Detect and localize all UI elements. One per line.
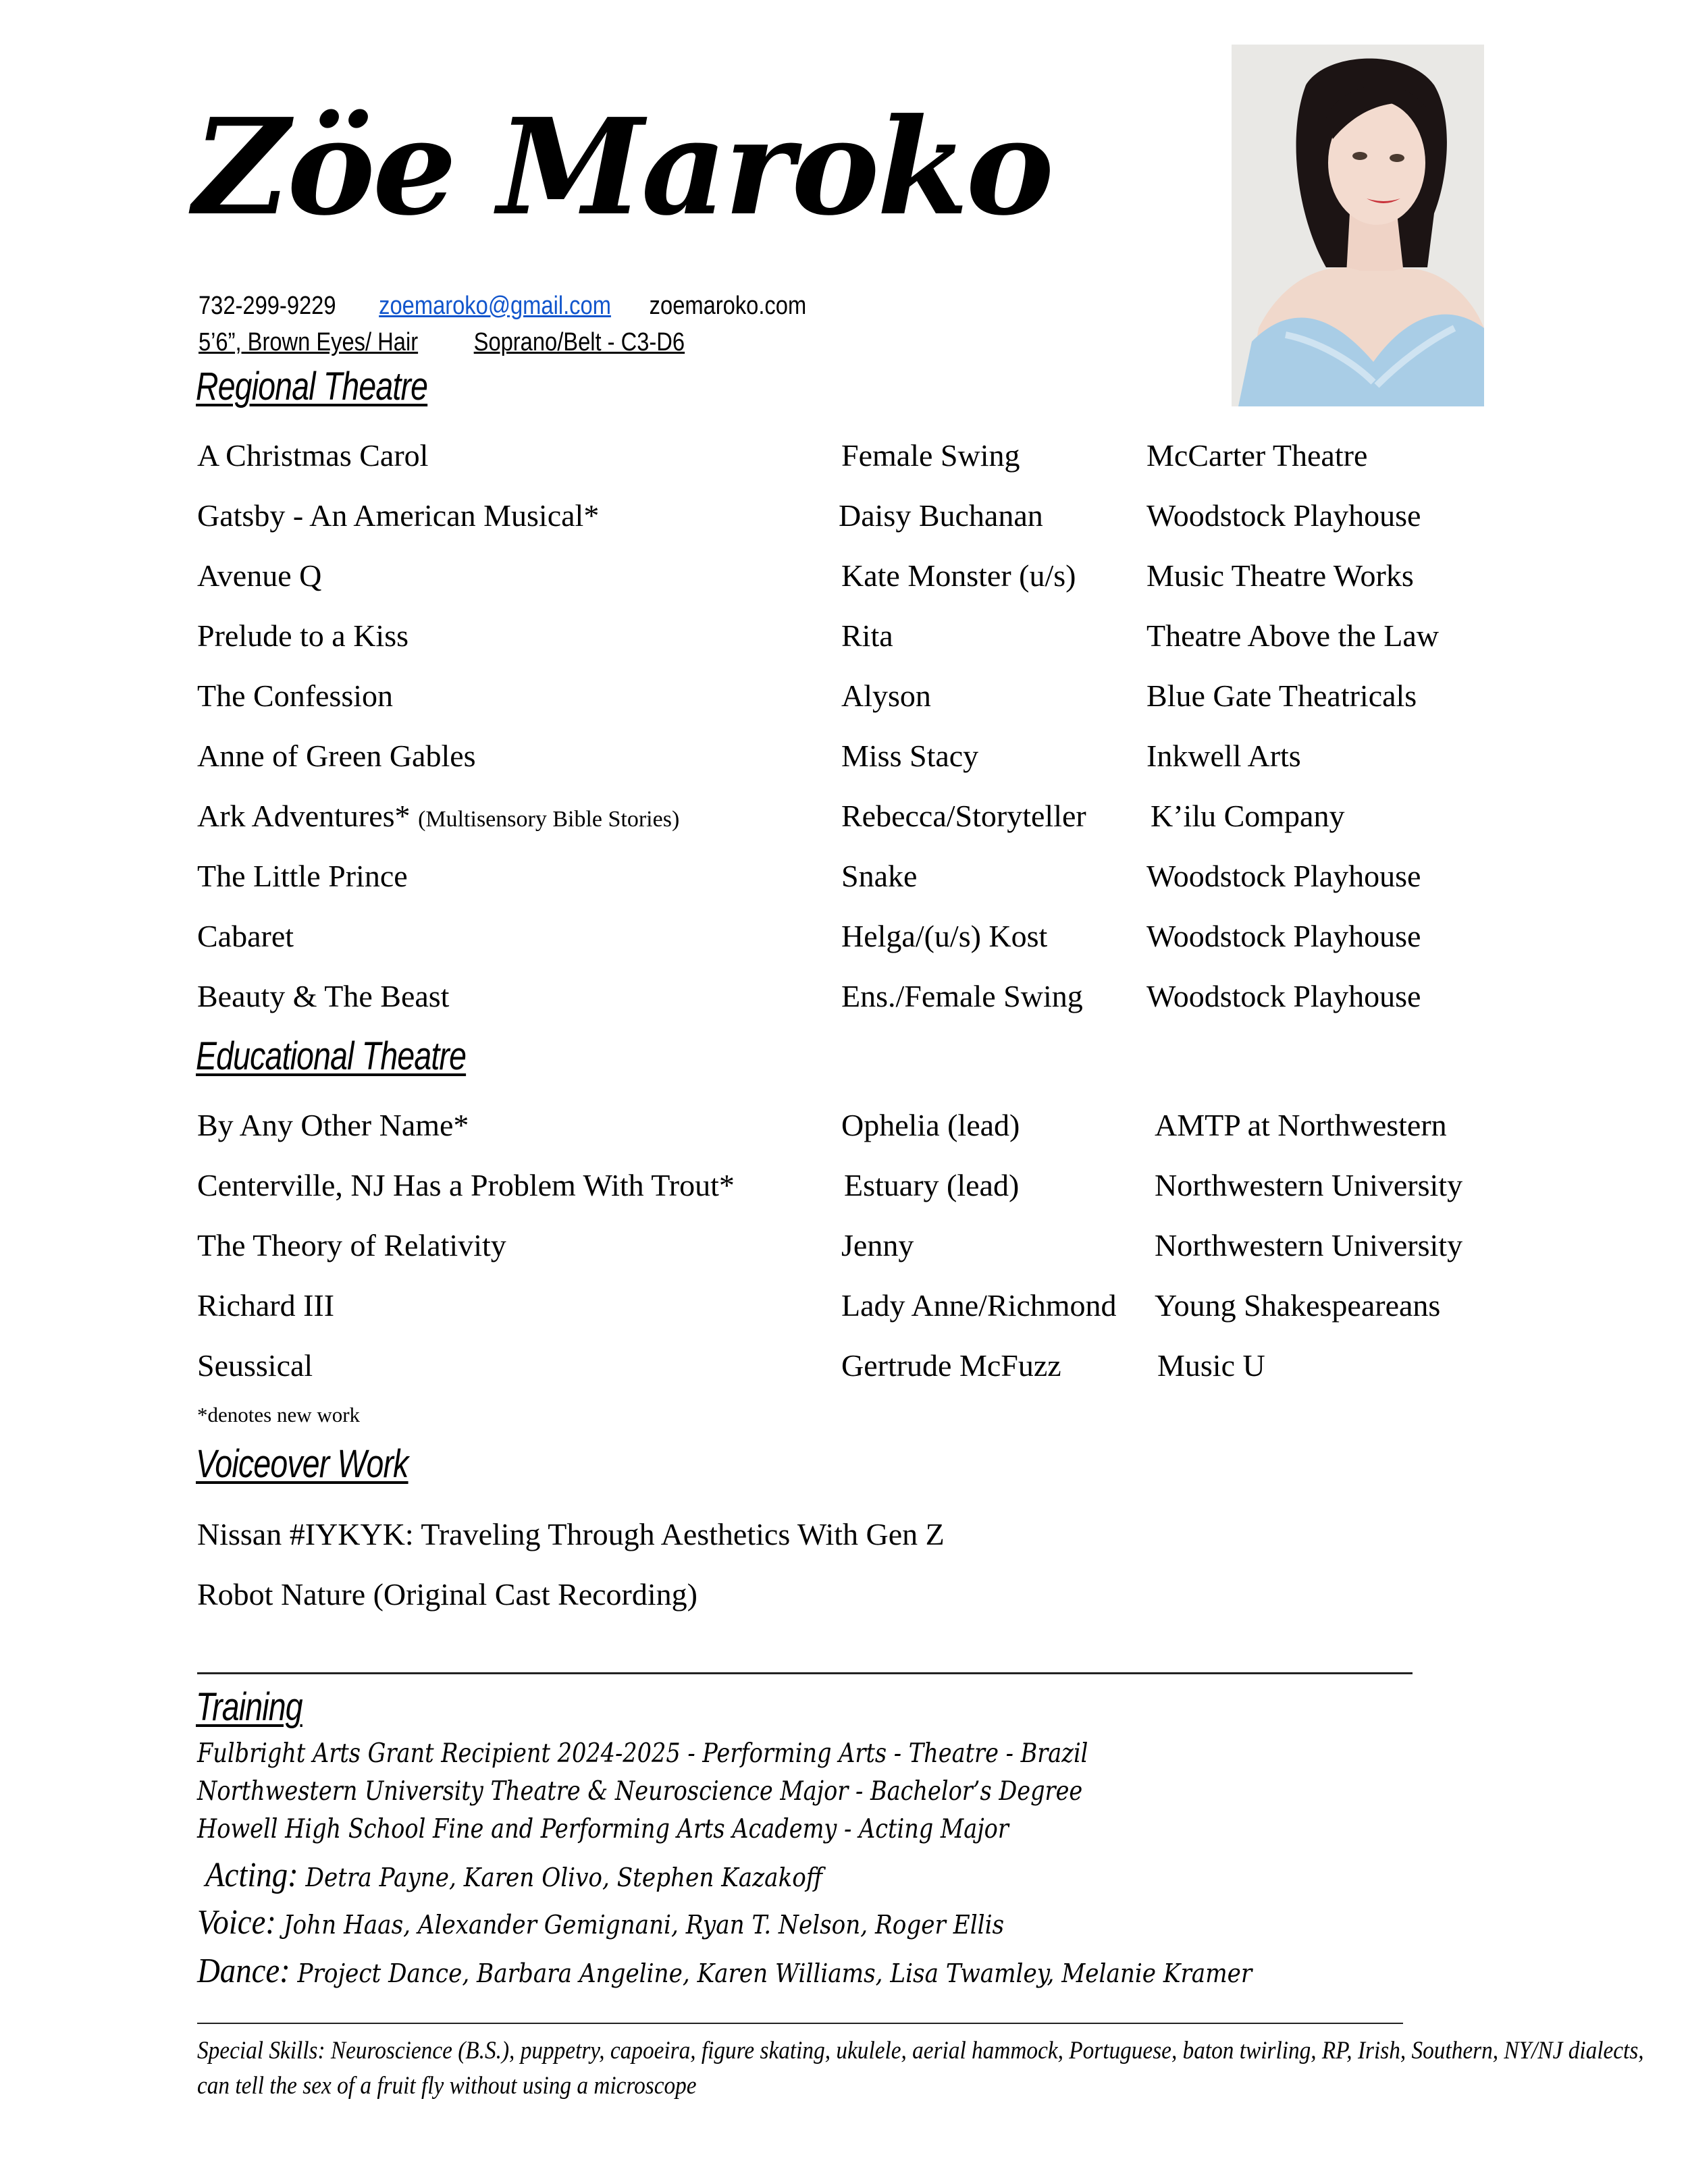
new-work-note: *denotes new work [197, 1403, 361, 1427]
credit-row [0, 440, 1688, 481]
role: Lady Anne/Richmond [841, 1288, 1117, 1323]
role: Snake [841, 859, 918, 893]
credit-row [0, 801, 1688, 841]
company: AMTP at Northwestern [1155, 1108, 1447, 1142]
credit-row [0, 678, 1688, 721]
company: McCarter Theatre [1146, 438, 1368, 473]
company: Woodstock Playhouse [1146, 498, 1421, 533]
credit-row [0, 741, 1688, 781]
credit-row [0, 560, 1688, 601]
credit-row [0, 861, 1688, 901]
show-title: Richard III [197, 1288, 335, 1323]
voiceover-item [0, 1519, 1688, 1560]
show-title: Gatsby - An American Musical* [197, 498, 600, 533]
contact-line [199, 293, 806, 319]
voiceover-item [0, 1579, 1688, 1620]
show-title-text: Ark Adventures* [197, 799, 411, 833]
role: Alyson [841, 678, 931, 713]
page-title: Zöe Maroko [193, 90, 1052, 245]
show-title: A Christmas Carol [197, 438, 429, 473]
company: Woodstock Playhouse [1146, 859, 1421, 893]
headshot-illustration [1232, 45, 1484, 406]
credit-row [0, 1170, 1688, 1210]
company: Blue Gate Theatricals [1146, 678, 1417, 713]
show-title: The Confession [197, 678, 394, 713]
stats-line [199, 329, 685, 355]
role: Miss Stacy [841, 739, 979, 773]
credit-row [0, 1350, 1688, 1391]
phone-number: 732-299-9229 [199, 292, 336, 320]
credit-row [0, 1230, 1688, 1271]
voiceover-title: Robot Nature (Original Cast Recording) [197, 1577, 697, 1612]
training-line: Fulbright Arts Grant Recipient 2024-2025 - Performing Arts - Theatre - Brazil [197, 1738, 1088, 1769]
role: Jenny [841, 1228, 914, 1262]
company: Woodstock Playhouse [1146, 979, 1421, 1013]
company: K’ilu Company [1151, 799, 1345, 833]
physical-stats: 5’6”, Brown Eyes/ Hair [199, 328, 419, 356]
teachers-acting [205, 1858, 822, 1893]
role: Female Swing [841, 438, 1020, 473]
teachers-voice [197, 1905, 1004, 1940]
voiceover-title: Nissan #IYKYK: Traveling Through Aesthetics With Gen Z [197, 1517, 945, 1551]
credit-row [0, 500, 1688, 541]
show-title: Cabaret [197, 919, 294, 953]
show-title: Avenue Q [197, 558, 322, 593]
training-line: Howell High School Fine and Performing Arts Academy - Acting Major [197, 1814, 1009, 1844]
teachers-names: John Haas, Alexander Gemignani, Ryan T. Nelson, Roger Ellis [283, 1910, 1005, 1940]
role: Ens./Female Swing [841, 979, 1083, 1013]
role: Estuary (lead) [844, 1168, 1020, 1202]
email-link[interactable]: zoemaroko@gmail.com [379, 292, 611, 320]
company: Music Theatre Works [1146, 558, 1414, 593]
show-title [197, 801, 679, 832]
divider [197, 1672, 1413, 1674]
teachers-names: Project Dance, Barbara Angeline, Karen Williams, Lisa Twamley, Melanie Kramer [297, 1959, 1252, 1988]
role: Kate Monster (u/s) [841, 558, 1076, 593]
role: Gertrude McFuzz [841, 1348, 1061, 1383]
teachers-label: Voice: [197, 1903, 276, 1942]
show-title: Seussical [197, 1348, 313, 1383]
company: Young Shakespeareans [1155, 1288, 1441, 1323]
divider [197, 2023, 1403, 2024]
training-line: Northwestern University Theatre & Neuroscience Major - Bachelor’s Degree [197, 1776, 1083, 1807]
headshot-photo [1232, 45, 1484, 406]
company: Woodstock Playhouse [1146, 919, 1421, 953]
vocal-range: Soprano/Belt - C3-D6 [473, 328, 685, 356]
credit-row [0, 1110, 1688, 1150]
company: Inkwell Arts [1146, 739, 1301, 773]
credit-row [0, 620, 1688, 661]
role: Helga/(u/s) Kost [841, 919, 1048, 953]
teachers-label: Dance: [197, 1952, 290, 1990]
credit-row [0, 1290, 1688, 1331]
teachers-dance [197, 1954, 1252, 1989]
company: Theatre Above the Law [1146, 618, 1439, 653]
show-title: The Little Prince [197, 859, 408, 893]
role: Rita [841, 618, 893, 653]
credit-row [0, 921, 1688, 961]
website: zoemaroko.com [649, 292, 807, 320]
show-title: The Theory of Relativity [197, 1228, 506, 1262]
section-heading-voiceover: Voiceover Work [196, 1442, 408, 1486]
company: Northwestern University [1155, 1228, 1463, 1262]
company: Northwestern University [1155, 1168, 1463, 1202]
role: Daisy Buchanan [839, 498, 1043, 533]
company: Music U [1157, 1348, 1265, 1383]
section-heading-training: Training [196, 1685, 302, 1729]
show-title: By Any Other Name* [197, 1108, 469, 1142]
section-heading-regional: Regional Theatre [196, 365, 428, 408]
teachers-names: Detra Payne, Karen Olivo, Stephen Kazakoff [305, 1863, 823, 1892]
show-title: Anne of Green Gables [197, 739, 476, 773]
show-title: Beauty & The Beast [197, 979, 450, 1013]
teachers-label: Acting: [205, 1856, 298, 1894]
show-title: Prelude to a Kiss [197, 618, 409, 653]
role: Ophelia (lead) [841, 1108, 1020, 1142]
role: Rebecca/Storyteller [841, 799, 1086, 833]
special-skills: Special Skills: Neuroscience (B.S.), puppetry, capoeira, figure skating, ukulele, aerial hammock, Portuguese, baton twirling, RP, Irish, Southern, NY/NJ dialects, can tell the sex of a fruit fly without using a microscope [197, 2037, 1644, 2100]
show-note: (Multisensory Bible Stories) [418, 807, 680, 832]
credit-row [0, 981, 1688, 1021]
section-heading-educational: Educational Theatre [196, 1034, 467, 1078]
show-title: Centerville, NJ Has a Problem With Trout* [197, 1168, 735, 1202]
